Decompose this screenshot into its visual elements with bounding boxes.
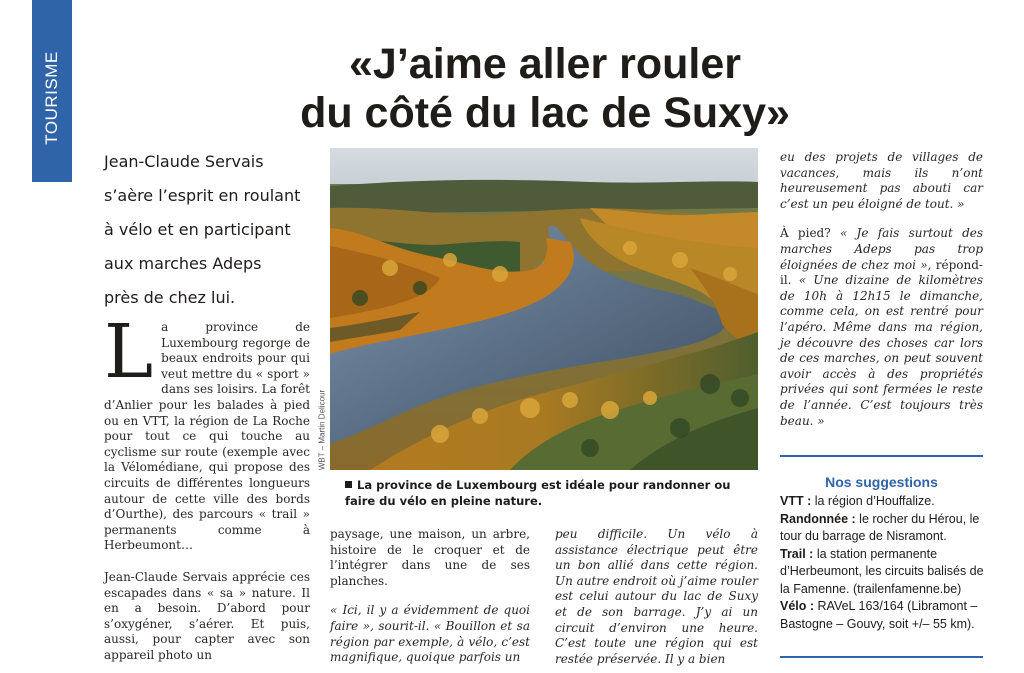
lede-line: à vélo et en participant [104, 220, 291, 239]
paragraph-2: Jean-Claude Servais apprécie ces escapades dans « sa » nature. Il en a besoin. D’abord pour s’oxygéner, s’aérer. Et puis, aussi, pour capter avec son appareil photo un [104, 569, 310, 662]
suggestions-title: Nos suggestions [825, 474, 938, 490]
paragraph-5: peu difficile. Un vélo à assistance électrique peut être un bon allié dans cette région. Un autre endroit où j’aime rouler est celui autour du lac de Suxy et de son barrage. J’y ai un circuit d’environ une heure. C’est toute une région qui est restée préservée. Il y a bien [555, 527, 758, 666]
suggestion-label: VTT : [780, 494, 812, 508]
paragraph-intro-text: a province de Luxembourg regorge de beaux endroits pour qui veut mettre du « sport » dans ses loisirs. La forêt d’Anlier pour les balades à pied ou en VTT, la région de La Roche pour tout ce qui touche au cyclisme sur route (exemple avec la Vélomédiane, qui propose des circuits de différentes longueurs autour de cette ville des bords d’Ourthe), des parcours « trail » permanents comme à Herbeumont… [104, 320, 310, 553]
suggestion-item [780, 511, 985, 546]
paragraph-6: eu des projets de villages de vacances, mais ils n’ont heureusement pas abouti car c’est un peu éloigné de tout. » [780, 150, 983, 211]
article-column-2 [330, 527, 530, 666]
article-column-1 [104, 309, 310, 663]
suggestion-text: RAVeL 163/164 (Libramont – Bastogne – Gouvy, soit +/– 55 km). [780, 599, 978, 631]
paragraph-intro [104, 309, 310, 554]
suggestions-top-rule [780, 455, 983, 457]
lede-line: Jean-Claude Servais [104, 152, 264, 171]
headline-line-2: du côté du lac de Suxy» [300, 89, 790, 137]
paragraph-7-plain: répond-il. [780, 257, 983, 288]
suggestion-item [780, 598, 985, 633]
lede [104, 145, 314, 315]
photo-caption [345, 477, 755, 509]
article-column-3 [555, 527, 758, 667]
photo-credit [312, 385, 332, 475]
section-label: TOURISME [42, 51, 61, 145]
suggestion-text: le rocher du Hérou, le tour du barrage de Nisramont. [780, 511, 980, 543]
suggestion-text: la station permanente d’Herbeumont, les circuits balisés de la Famenne. (trailenfamenne.be) [780, 546, 984, 596]
lede-line: s’aère l’esprit en roulant [104, 186, 301, 205]
paragraph-3: paysage, une maison, un arbre, histoire de le croquer et de l’intégrer dans une de ses planches. [330, 527, 530, 588]
caption-square-icon [345, 481, 352, 488]
paragraph-7-quote-2: « Une dizaine de kilomètres de 10h à 12h15 le dimanche, comme cela, on est rentré pour l’apéro. Même dans ma région, je découvre des choses car lors de ces marches, on peut souvent avoir accès à des propriétés privées qui sont fermées le reste de l’année. C’est toujours très beau. » [780, 273, 983, 428]
suggestion-item [780, 493, 985, 511]
article-column-4 [780, 150, 983, 429]
paragraph-7-lead: À pied? [780, 226, 840, 241]
lake-photo-image [330, 148, 758, 470]
suggestions-list [780, 493, 985, 633]
suggestion-item [780, 546, 985, 599]
photo-credit-text: WBT – Martin Delicour [317, 389, 327, 471]
suggestion-label: Randonnée : [780, 511, 856, 526]
paragraph-4: « Ici, il y a évidemment de quoi faire », sourit-il. « Bouillon et sa région par exemple, à vélo, c’est magnifique, quoique parfois un [330, 603, 530, 665]
paragraph-7 [780, 226, 983, 429]
headline-line-1: «J’aime aller rouler [349, 40, 741, 88]
photo-caption-text: La province de Luxembourg est idéale pour randonner ou faire du vélo en pleine nature. [345, 478, 731, 508]
suggestion-text: la région d’Houffalize. [811, 494, 935, 508]
suggestion-label: Trail : [780, 546, 814, 561]
section-tab [32, 0, 72, 182]
suggestions-bottom-rule [780, 656, 983, 658]
suggestion-label: Vélo : [780, 599, 815, 613]
drop-cap: L [104, 309, 154, 395]
lede-line: près de chez lui. [104, 288, 236, 307]
lake-photo [330, 148, 758, 470]
paragraph-7-quote-1: « Je fais surtout des marches Adeps pas trop éloignées de chez moi », [780, 226, 984, 272]
lede-line: aux marches Adeps [104, 254, 262, 273]
